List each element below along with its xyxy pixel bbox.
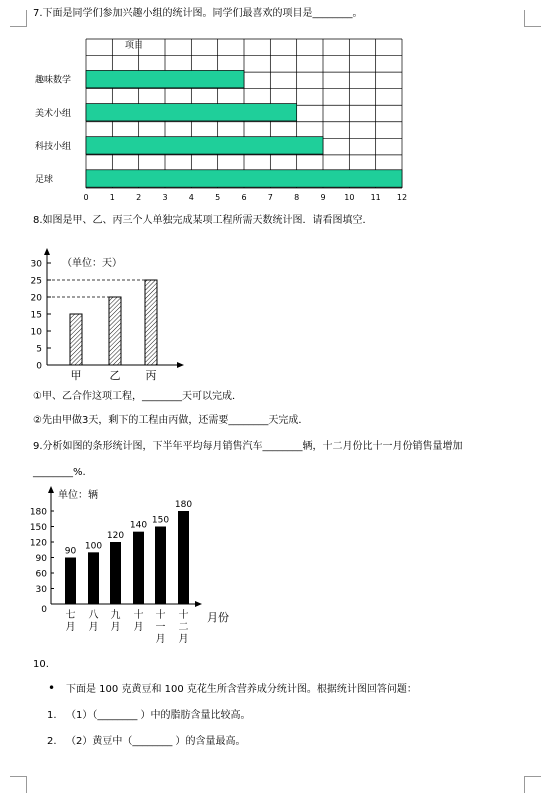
tick-label: 7 [267, 193, 273, 202]
category-label-char: 八 [88, 610, 99, 621]
q9-bar-chart [0, 483, 550, 653]
category-label: 甲 [70, 369, 82, 382]
crop-mark-top-right [524, 10, 541, 27]
y-tick-label: 60 [35, 569, 47, 580]
data-label: 150 [151, 515, 170, 526]
unit-label: （单位：天） [62, 258, 122, 269]
chart-title: 项目 [125, 41, 144, 51]
bar [145, 280, 157, 365]
question-8-sub2: ②先由甲做3天，剩下的工程由丙做，还需要________天完成． [33, 415, 309, 426]
bar [86, 70, 244, 87]
category-label-char: 七 [65, 610, 76, 621]
y-tick-label: 0 [41, 605, 47, 615]
category-label-char: 一 [155, 622, 166, 633]
data-label: 180 [174, 500, 193, 510]
category-label: 丙 [145, 369, 157, 382]
category-label-char: 九 [110, 610, 121, 621]
category-label-char: 月 [178, 634, 189, 645]
bar [70, 314, 82, 365]
category-label: 科技小组 [35, 141, 72, 152]
y-tick-label: 5 [36, 344, 42, 355]
y-tick-label: 0 [36, 361, 42, 372]
category-label: 美术小组 [35, 108, 72, 119]
data-label: 90 [64, 546, 77, 557]
bar [178, 511, 189, 604]
tick-label: 5 [215, 193, 221, 202]
category-label-char: 月 [133, 622, 144, 633]
question-9-text: 9.分析如图的条形统计图，下半年平均每月销售汽车________辆，十二月份比十一月份销售量增加 [33, 441, 463, 452]
category-label: 乙 [109, 369, 121, 382]
question-10-item-2-number: 2. [47, 736, 57, 747]
data-label: 140 [129, 520, 148, 531]
y-tick-label: 25 [30, 276, 42, 287]
question-9-text-cont: ________%. [33, 467, 86, 478]
category-label-char: 月 [155, 634, 166, 645]
category-label: 足球 [35, 174, 54, 185]
bar [109, 297, 121, 365]
tick-label: 0 [83, 193, 89, 202]
question-10-item-2-text: （2）黄豆中（________ ）的含量最高。 [66, 736, 246, 747]
question-10-bullet-text: 下面是 100 克黄豆和 100 克花生所含营养成分统计图。根据统计图回答问题： [66, 684, 417, 695]
bar [65, 558, 76, 605]
y-tick-label: 150 [29, 523, 47, 533]
y-axis-arrow [44, 248, 50, 255]
y-tick-label: 90 [35, 554, 47, 564]
y-tick-label: 30 [30, 259, 42, 270]
y-tick-label: 15 [30, 310, 42, 321]
bar [88, 552, 99, 604]
tick-label: 9 [320, 193, 326, 202]
x-axis-label: 月份 [207, 611, 229, 624]
crop-mark-bottom-left [10, 776, 27, 793]
category-label-char: 十 [178, 610, 189, 621]
category-label-char: 二 [178, 622, 189, 633]
x-axis-arrow [195, 601, 202, 607]
category-label-char: 月 [110, 622, 121, 633]
tick-label: 1 [109, 193, 115, 202]
y-tick-label: 120 [29, 538, 47, 549]
tick-label: 2 [136, 193, 142, 202]
q8-bar-chart [0, 240, 550, 385]
question-8-text: 8.如图是甲、乙、丙三个人单独完成某项工程所需天数统计图．请看图填空． [33, 215, 373, 226]
bar [86, 104, 297, 121]
x-axis-arrow [177, 362, 184, 368]
crop-mark-bottom-right [524, 776, 541, 793]
q7-horizontal-bar-chart [0, 30, 550, 240]
category-label-char: 月 [88, 622, 99, 633]
category-label-char: 十 [133, 610, 144, 621]
y-tick-label: 30 [35, 585, 47, 595]
tick-label: 10 [344, 193, 355, 202]
question-7-text: 7.下面是同学们参加兴趣小组的统计图。同学们最喜欢的项目是________。 [33, 8, 363, 19]
y-tick-label: 180 [29, 507, 47, 518]
category-label-char: 月 [65, 622, 76, 633]
question-10-item-1-number: 1. [47, 710, 57, 721]
y-axis-arrow [48, 486, 54, 493]
y-tick-label: 10 [30, 327, 42, 338]
tick-label: 8 [294, 193, 300, 202]
category-label: 趣味数学 [35, 75, 72, 86]
bar [86, 170, 402, 187]
question-10-item-1-text: （1）（________ ）中的脂肪含量比较高。 [66, 710, 251, 721]
tick-label: 11 [370, 193, 381, 202]
bar [86, 137, 323, 154]
question-10-number: 10. [33, 659, 49, 670]
bullet-dot: • [48, 681, 56, 695]
tick-label: 4 [188, 193, 194, 202]
unit-label: 单位：辆 [58, 490, 98, 501]
bar [155, 527, 166, 605]
question-8-sub1: ①甲、乙合作这项工程，________天可以完成． [33, 391, 242, 402]
category-label-char: 十 [155, 610, 166, 621]
tick-label: 12 [396, 193, 408, 202]
crop-mark-top-left [10, 10, 27, 27]
y-tick-label: 20 [30, 293, 42, 304]
tick-label: 6 [241, 193, 247, 202]
data-label: 100 [84, 541, 103, 552]
tick-label: 3 [162, 193, 168, 202]
bar [133, 532, 144, 604]
bar [110, 542, 121, 604]
data-label: 120 [106, 531, 125, 541]
